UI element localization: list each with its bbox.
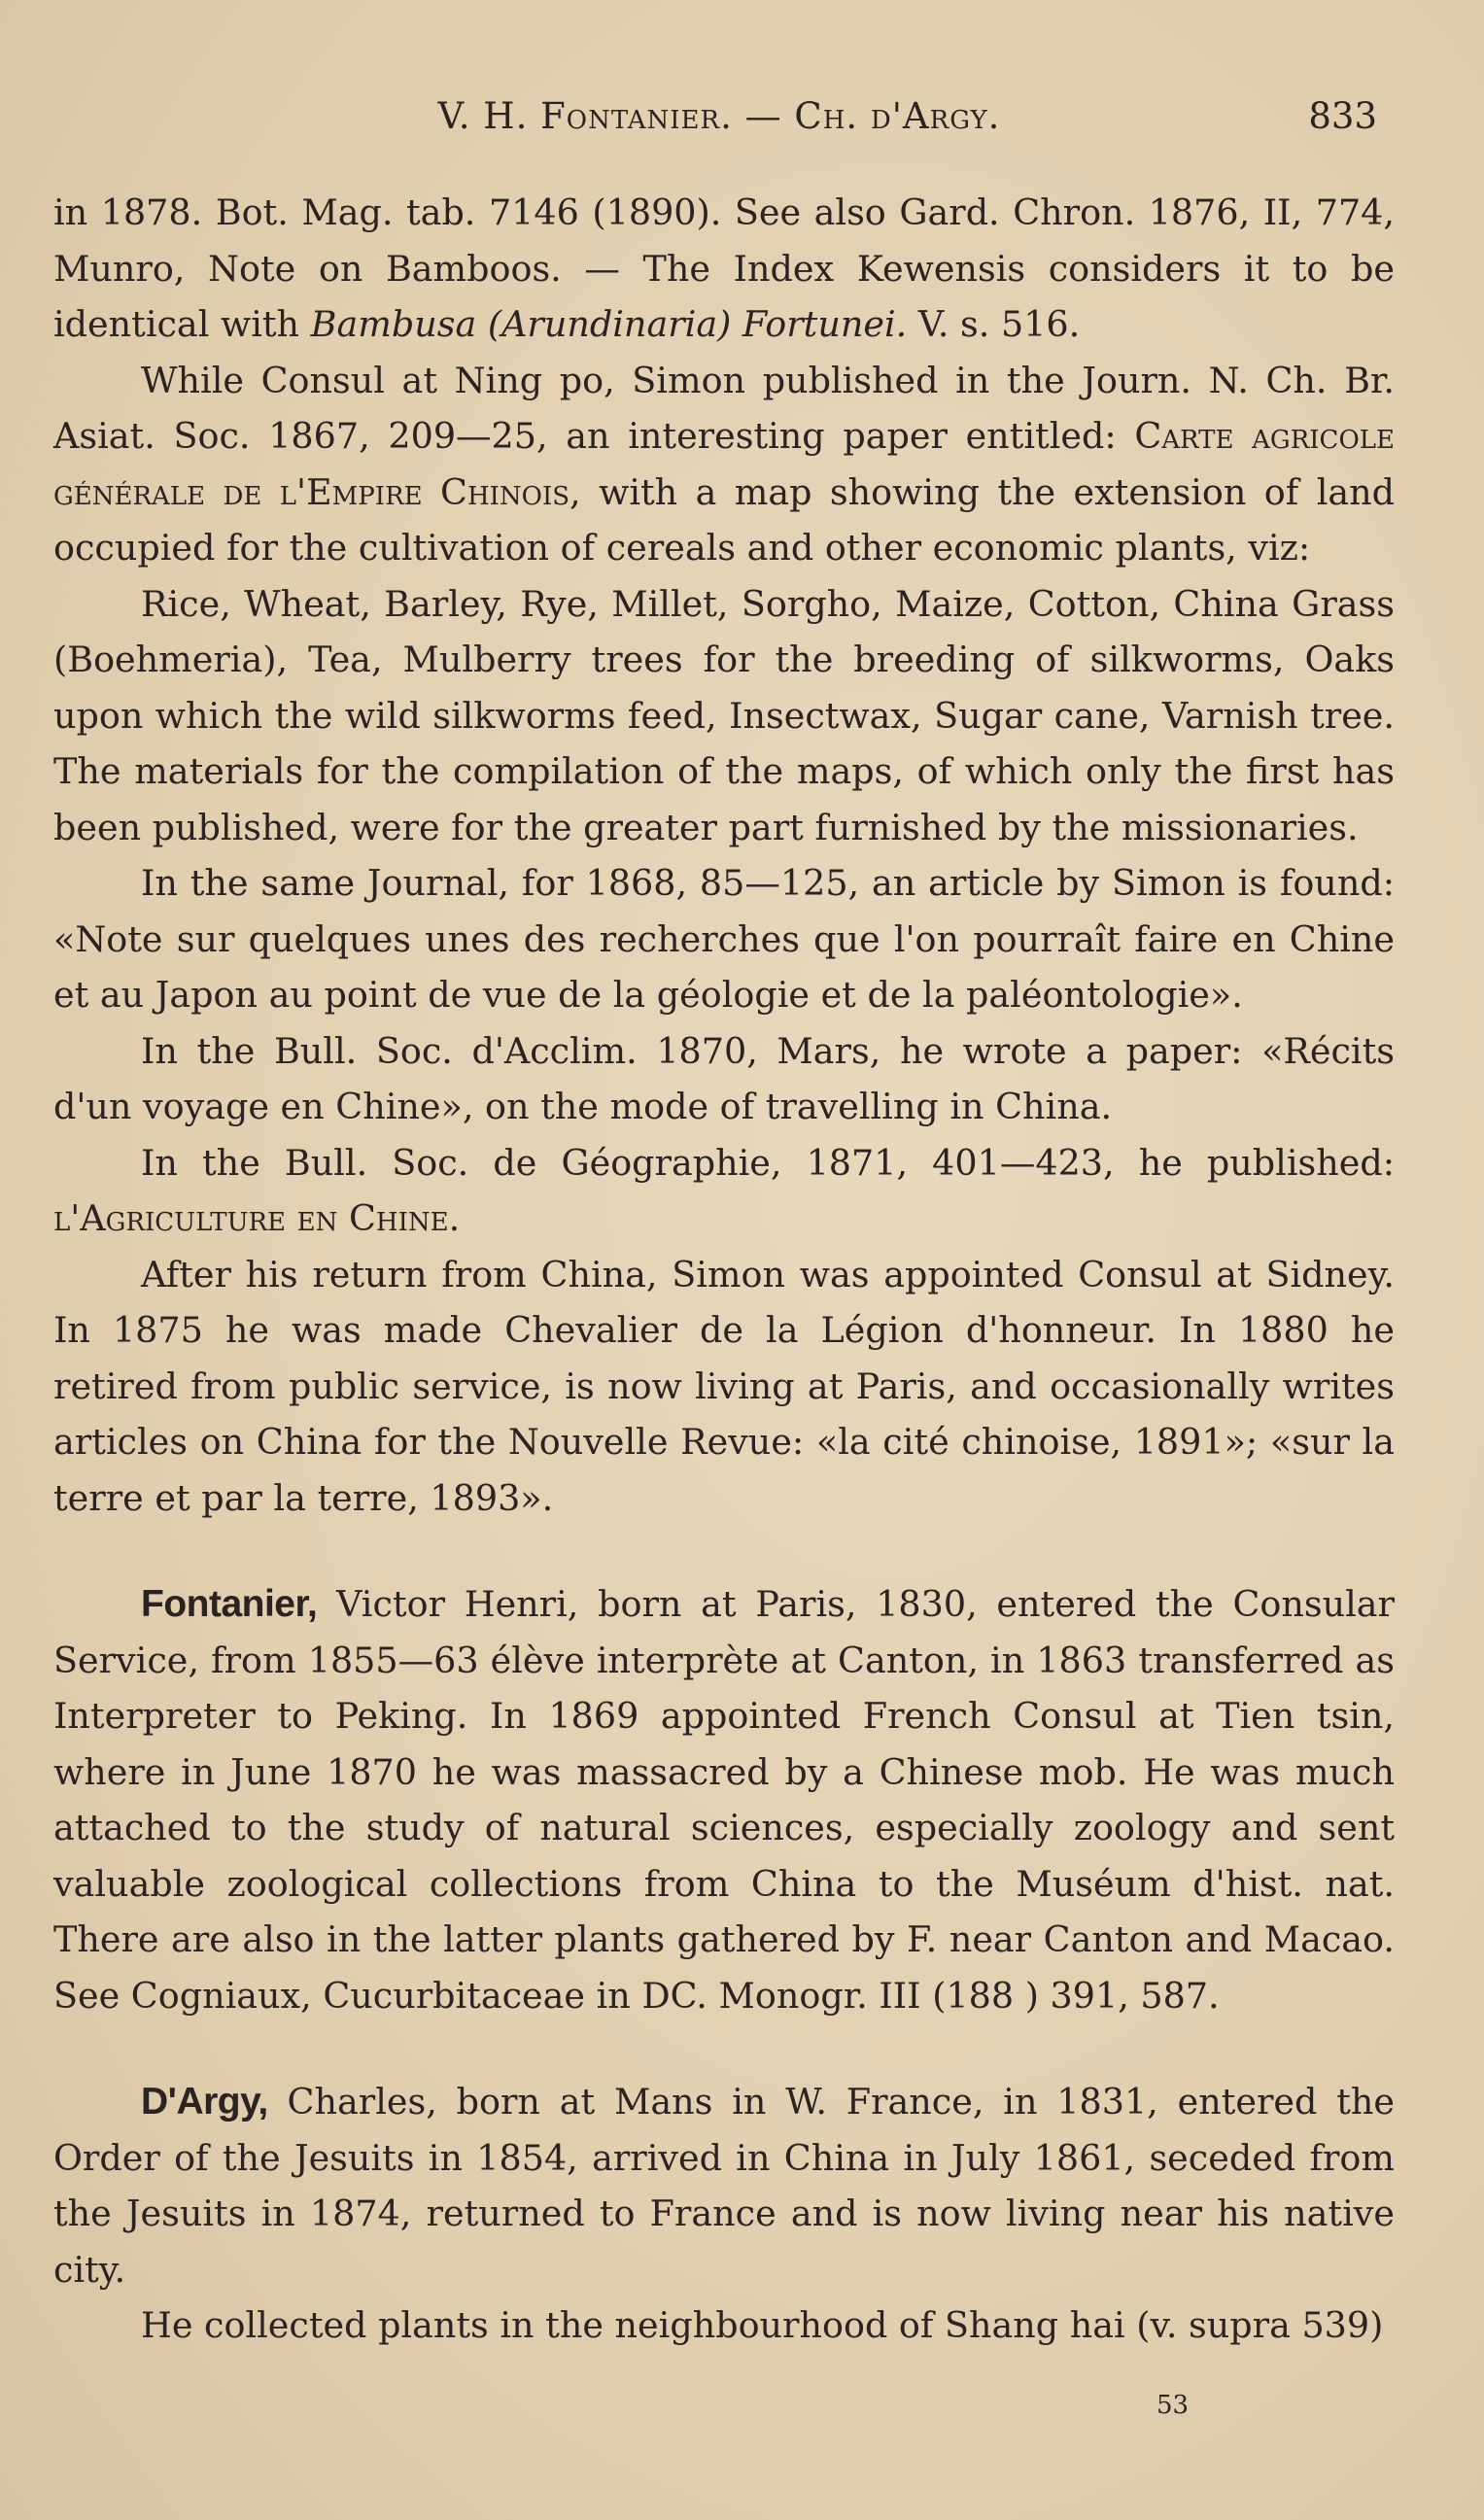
entry-text: Charles, born at Mans in W. France, in 1831, entered the Order of the Jesuits in 1854, arrived in China in July 1861, seceded from the Jesuits in 1874, returned to France and is now living near his native city. — [53, 2081, 1395, 2291]
paragraph-text: V. s. 516. — [907, 303, 1081, 345]
entry-name: D'Argy, — [141, 2081, 268, 2123]
paragraph-text: While Consul at Ning po, Simon published in the Journ. N. Ch. Br. Asiat. Soc. 1867, 209—25, an interesting paper entitled: — [53, 359, 1395, 457]
paragraph: In the same Journal, for 1868, 85—125, an article by Simon is found: «Note sur quelques unes des recherches que l'on pourraît faire en Chine et au Japon au point de vue de la géologie et de la paléontologie». — [53, 862, 1395, 1016]
paragraph-text: in 1878. Bot. Mag. tab. 7146 (1890). See also Gard. Chron. 1876, II, 774, Munro, Note on Bamboos. — The Index Kewensis considers it to be identical with — [53, 191, 1395, 345]
paragraph — [53, 185, 1395, 353]
paragraph — [53, 353, 1395, 576]
biography-entry-dargy — [53, 2074, 1395, 2297]
paragraph: He collected plants in the neighbourhood of Shang hai (v. supra 539) — [141, 2304, 1384, 2346]
biography-entry-fontanier — [53, 1576, 1395, 2023]
page-header — [53, 95, 1385, 146]
paragraph: In the Bull. Soc. d'Acclim. 1870, Mars, he wrote a paper: «Récits d'un voyage en Chine», on the mode of travelling in China. — [53, 1029, 1395, 1127]
entry-name: Fontanier, — [141, 1583, 318, 1625]
running-head: V. H. Fontanier. — Ch. d'Argy. — [437, 95, 1001, 137]
signature-mark: 53 — [1156, 2391, 1190, 2420]
species-name: Bambusa (Arundinaria) Fortunei. — [310, 303, 908, 345]
paragraph-text: with a map showing the extension of land occupied for the cultivation of cereals and other economic plants, viz: — [53, 470, 1396, 569]
paragraph — [53, 1135, 1395, 1247]
work-title: l'Agriculture en Chine. — [53, 1197, 461, 1239]
paragraph: Rice, Wheat, Barley, Rye, Millet, Sorgho, Maize, Cotton, China Grass (Boehmeria), Tea, Mulberry trees for the breeding of silkworms, Oaks upon which the wild silkworms feed, Insectwax, Sugar cane, Varnish tree. The materials for the compilation of the maps, of which only the first has been published, were for the greater part furnished by the missionaries. — [53, 582, 1395, 848]
paragraph: After his return from China, Simon was appointed Consul at Sidney. In 1875 he was made Chevalier de la Légion d'honneur. In 1880 he retired from public service, is now living at Paris, and occasionally writes articles on China for the Nouvelle Revue: «la cité chinoise, 1891»; «sur la terre et par la terre, 1893». — [53, 1253, 1395, 1519]
page-number: 833 — [1308, 95, 1377, 137]
page-body — [53, 185, 1395, 2354]
work-title: Carte agricole générale de l'Empire Chinois, — [53, 415, 1396, 513]
paragraph-text: In the Bull. Soc. de Géographie, 1871, 401—423, he published: — [141, 1141, 1395, 1184]
entry-text: Victor Henri, born at Paris, 1830, entered the Consular Service, from 1855—63 élève interprète at Canton, in 1863 transferred as Interpreter to Peking. In 1869 appointed French Consul at Tien tsin, where in June 1870 he was massacred by a Chinese mob. He was much attached to the study of natural sciences, especially zoology and sent valuable zoological collections from China to the Muséum d'hist. nat. There are also in the latter plants gathered by F. near Canton and Macao. See Cogniaux, Cucurbitaceae in DC. Monogr. III (188 ) 391, 587. — [53, 1583, 1395, 2017]
